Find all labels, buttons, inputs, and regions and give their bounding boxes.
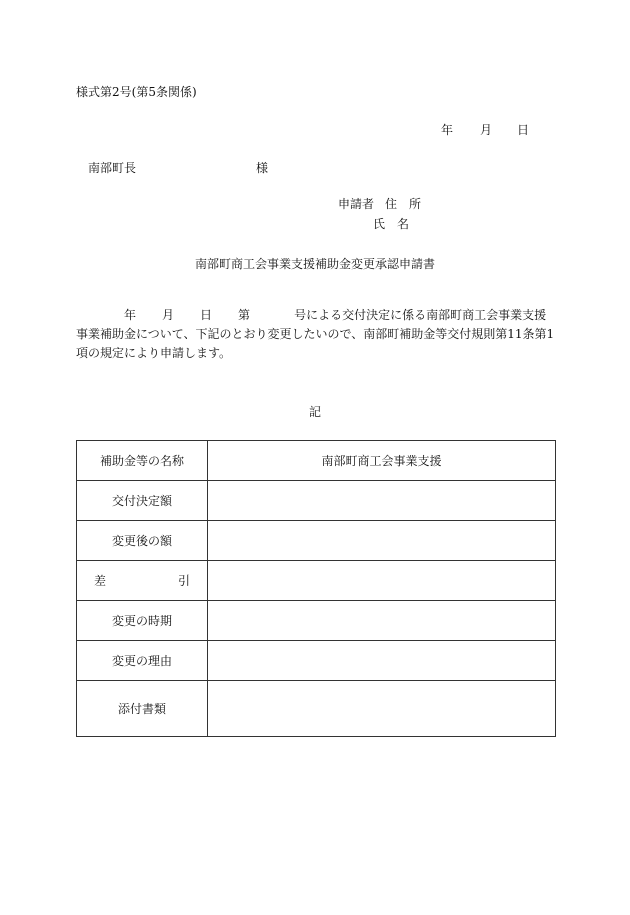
date-year-label: 年 bbox=[441, 123, 454, 137]
body-line-3: 項の規定により申請します。 bbox=[76, 346, 232, 360]
date-day-label: 日 bbox=[517, 123, 530, 137]
table-row bbox=[77, 481, 556, 521]
row-value bbox=[208, 481, 556, 521]
row-label: 変更の理由 bbox=[77, 641, 208, 681]
table-row bbox=[77, 681, 556, 737]
row-label: 交付決定額 bbox=[77, 481, 208, 521]
addressee-honorific: 様 bbox=[256, 161, 269, 175]
row-value bbox=[208, 521, 556, 561]
ki-heading: 記 bbox=[308, 405, 321, 419]
row-label: 補助金等の名称 bbox=[77, 441, 208, 481]
row-value: 南部町商工会事業支援 bbox=[208, 441, 556, 481]
row-value bbox=[208, 641, 556, 681]
addressee bbox=[88, 160, 269, 176]
applicant-role: 申請者 bbox=[338, 197, 375, 211]
table-row bbox=[77, 521, 556, 561]
date-line bbox=[441, 122, 529, 138]
applicant-name bbox=[373, 216, 409, 232]
addressee-name: 南部町長 bbox=[88, 161, 137, 175]
document-title: 南部町商工会事業支援補助金変更承認申請書 bbox=[194, 257, 435, 271]
application-table bbox=[76, 440, 556, 737]
body-line-2: 事業補助金について、下記のとおり変更したいので、南部町補助金等交付規則第11条第1 bbox=[76, 327, 555, 341]
form-number: 様式第2号(第5条関係) bbox=[76, 85, 197, 99]
row-label: 変更後の額 bbox=[77, 521, 208, 561]
table-row bbox=[77, 601, 556, 641]
table-row bbox=[77, 441, 556, 481]
row-label: 差引 bbox=[77, 561, 208, 601]
applicant-address-label: 住 所 bbox=[385, 197, 422, 211]
table-row bbox=[77, 561, 556, 601]
row-label: 変更の時期 bbox=[77, 601, 208, 641]
applicant-name-label: 氏 名 bbox=[373, 217, 410, 231]
row-value bbox=[208, 561, 556, 601]
table-row bbox=[77, 641, 556, 681]
body-line-1: 年 月 日 第 号による交付決定に係る南部町商工会事業支援 bbox=[124, 308, 547, 322]
applicant-address bbox=[338, 196, 421, 212]
row-value bbox=[208, 601, 556, 641]
row-label: 添付書類 bbox=[77, 681, 208, 737]
date-month-label: 月 bbox=[480, 123, 493, 137]
body-text bbox=[76, 306, 556, 363]
row-value bbox=[208, 681, 556, 737]
